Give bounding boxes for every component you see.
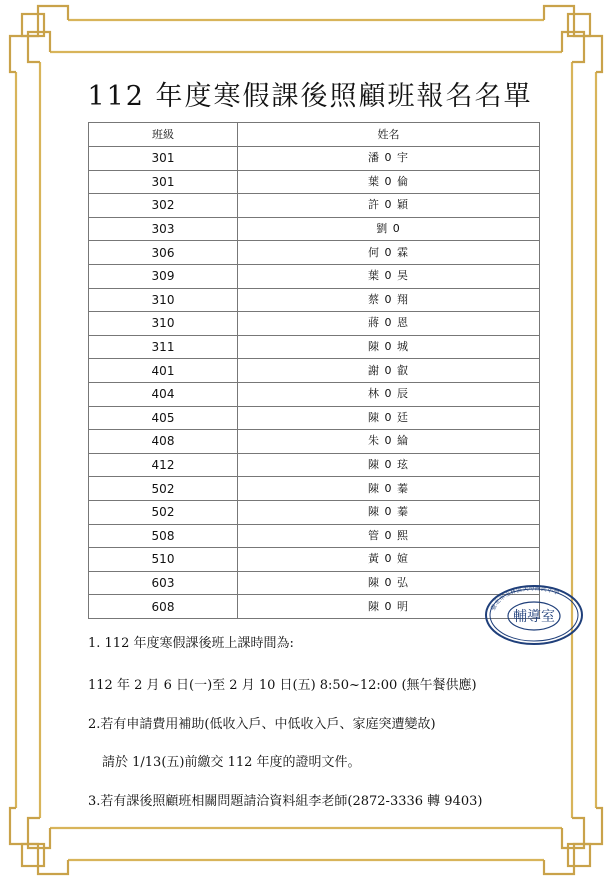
note-1: 1. 112 年度寒假課後班上課時間為: [88, 636, 294, 651]
class-cell: 412 [89, 453, 238, 477]
table-row [89, 406, 540, 430]
name-cell: 陳 0 明 [238, 595, 540, 619]
name-cell: 葉 0 昊 [238, 264, 540, 288]
class-cell: 405 [89, 406, 238, 430]
class-cell: 404 [89, 382, 238, 406]
class-cell: 502 [89, 500, 238, 524]
table-row [89, 453, 540, 477]
name-cell: 何 0 霖 [238, 241, 540, 265]
note-2: 2.若有申請費用補助(低收入戶、中低收入戶、家庭突遭變故) [88, 717, 436, 732]
note-2-detail: 請於 1/13(五)前繳交 112 年度的證明文件。 [102, 755, 361, 770]
table-row [89, 335, 540, 359]
class-cell: 310 [89, 312, 238, 336]
name-cell: 管 0 熙 [238, 524, 540, 548]
page-title: 112 年度寒假課後照顧班報名名單 [87, 81, 533, 112]
name-cell: 劉 0 [238, 217, 540, 241]
name-cell: 陳 0 蓁 [238, 477, 540, 501]
class-cell: 603 [89, 571, 238, 595]
table-row [89, 312, 540, 336]
table-row [89, 382, 540, 406]
class-cell: 311 [89, 335, 238, 359]
table-row [89, 524, 540, 548]
class-cell: 301 [89, 170, 238, 194]
name-cell: 朱 0 綸 [238, 430, 540, 454]
table-row [89, 595, 540, 619]
name-cell: 蔡 0 翔 [238, 288, 540, 312]
note-1-detail: 112 年 2 月 6 日(一)至 2 月 10 日(五) 8:50~12:00 (無午餐供應) [88, 678, 477, 693]
class-cell: 306 [89, 241, 238, 265]
roster-table [88, 122, 540, 619]
class-cell: 508 [89, 524, 238, 548]
class-cell: 301 [89, 147, 238, 171]
table-row [89, 288, 540, 312]
table-row [89, 500, 540, 524]
name-cell: 陳 0 城 [238, 335, 540, 359]
name-cell: 蔣 0 恩 [238, 312, 540, 336]
table-row [89, 194, 540, 218]
class-cell: 309 [89, 264, 238, 288]
table-row [89, 241, 540, 265]
table-row [89, 477, 540, 501]
table-row [89, 170, 540, 194]
table-row [89, 264, 540, 288]
table-row [89, 217, 540, 241]
name-cell: 陳 0 弘 [238, 571, 540, 595]
class-cell: 502 [89, 477, 238, 501]
table-row [89, 147, 540, 171]
class-cell: 302 [89, 194, 238, 218]
class-cell: 303 [89, 217, 238, 241]
table-row [89, 359, 540, 383]
school-seal-stamp [484, 584, 584, 646]
name-cell: 謝 0 叡 [238, 359, 540, 383]
table-row [89, 571, 540, 595]
name-cell: 陳 0 玹 [238, 453, 540, 477]
table-row [89, 430, 540, 454]
class-cell: 310 [89, 288, 238, 312]
name-cell: 潘 0 宇 [238, 147, 540, 171]
seal-center-text: 輔導室 [513, 609, 555, 625]
name-cell: 陳 0 廷 [238, 406, 540, 430]
name-cell: 林 0 辰 [238, 382, 540, 406]
table-header-row [89, 123, 540, 147]
class-cell: 608 [89, 595, 238, 619]
header-class: 班級 [89, 123, 238, 147]
table-row [89, 548, 540, 572]
class-cell: 408 [89, 430, 238, 454]
class-cell: 401 [89, 359, 238, 383]
svg-text:臺北市士林區天母國民小學: 臺北市士林區天母國民小學 [489, 584, 561, 612]
note-3: 3.若有課後照顧班相關問題請洽資料組李老師(2872-3336 轉 9403) [88, 794, 483, 809]
name-cell: 許 0 穎 [238, 194, 540, 218]
name-cell: 陳 0 蓁 [238, 500, 540, 524]
name-cell: 葉 0 倫 [238, 170, 540, 194]
name-cell: 黃 0 媗 [238, 548, 540, 572]
header-name: 姓名 [238, 123, 540, 147]
class-cell: 510 [89, 548, 238, 572]
